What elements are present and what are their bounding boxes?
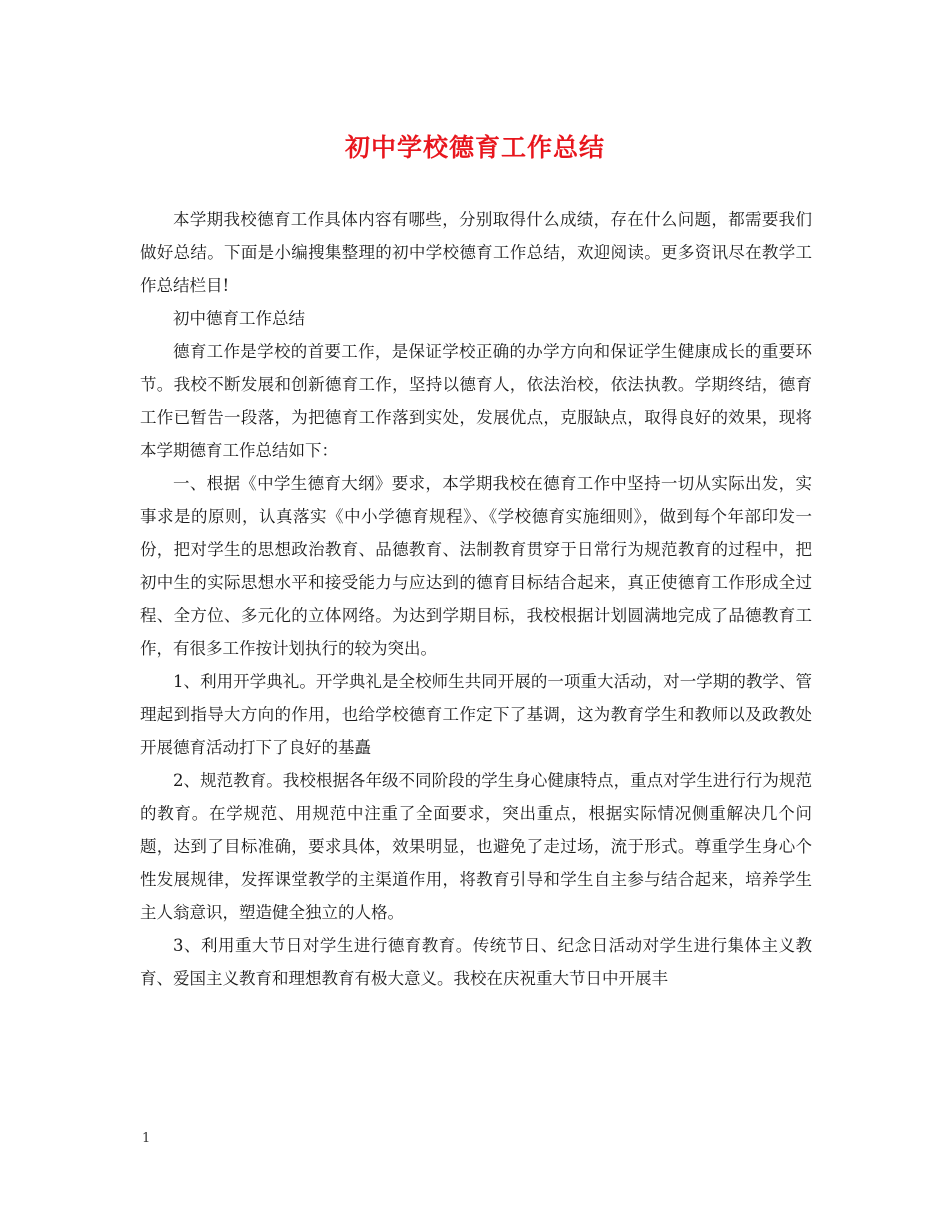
body-paragraph: 3、利用重大节日对学生进行德育教育。传统节日、纪念日活动对学生进行集体主义教育、爱国主义教育和理想教育有极大意义。我校在庆祝重大节日中开展丰 — [140, 936, 812, 988]
body-paragraph: 1、利用开学典礼。开学典礼是全校师生共同开展的一项重大活动，对一学期的教学、管理起到指导大方向的作用，也给学校德育工作定下了基调，这为教育学生和教师以及政教处开展德育活动打下了良好的基矗 — [140, 672, 812, 757]
section-heading: 初中德育工作总结 — [173, 309, 305, 328]
intro-paragraph: 本学期我校德育工作具体内容有哪些，分别取得什么成绩，存在什么问题，都需要我们做好总结。下面是小编搜集整理的初中学校德育工作总结，欢迎阅读。更多资讯尽在教学工作总结栏目! — [140, 210, 812, 295]
document-title: 初中学校德育工作总结 — [344, 133, 605, 162]
body-paragraph: 一、根据《中学生德育大纲》要求，本学期我校在德育工作中坚持一切从实际出发，实事求是的原则，认真落实《中小学德育规程》、《学校德育实施细则》，做到每个年部印发一份，把对学生的思想政治教育、品德教育、法制教育贯穿于日常行为规范教育的过程中，把初中生的实际思想水平和接受能力与应达到的德育目标结合起来，真正使德育工作形成全过程、全方位、多元化的立体网络。为达到学期目标，我校根据计划圆满地完成了品德教育工作，有很多工作按计划执行的较为突出。 — [140, 474, 812, 658]
body-paragraph: 2、规范教育。我校根据各年级不同阶段的学生身心健康特点，重点对学生进行行为规范的教育。在学规范、用规范中注重了全面要求，突出重点，根据实际情况侧重解决几个问题，达到了目标准确，要求具体，效果明显，也避免了走过场，流于形式。尊重学生身心个性发展规律，发挥课堂教学的主渠道作用，将教育引导和学生自主参与结合起来，培养学生主人翁意识，塑造健全独立的人格。 — [140, 771, 812, 922]
body-paragraph: 德育工作是学校的首要工作，是保证学校正确的办学方向和保证学生健康成长的重要环节。我校不断发展和创新德育工作，坚持以德育人，依法治校，依法执教。学期终结，德育工作已暂告一段落，为把德育工作落到实处，发展优点，克服缺点，取得良好的效果，现将本学期德育工作总结如下： — [140, 342, 812, 460]
document-body — [140, 203, 812, 995]
page-number: 1 — [142, 1131, 151, 1146]
